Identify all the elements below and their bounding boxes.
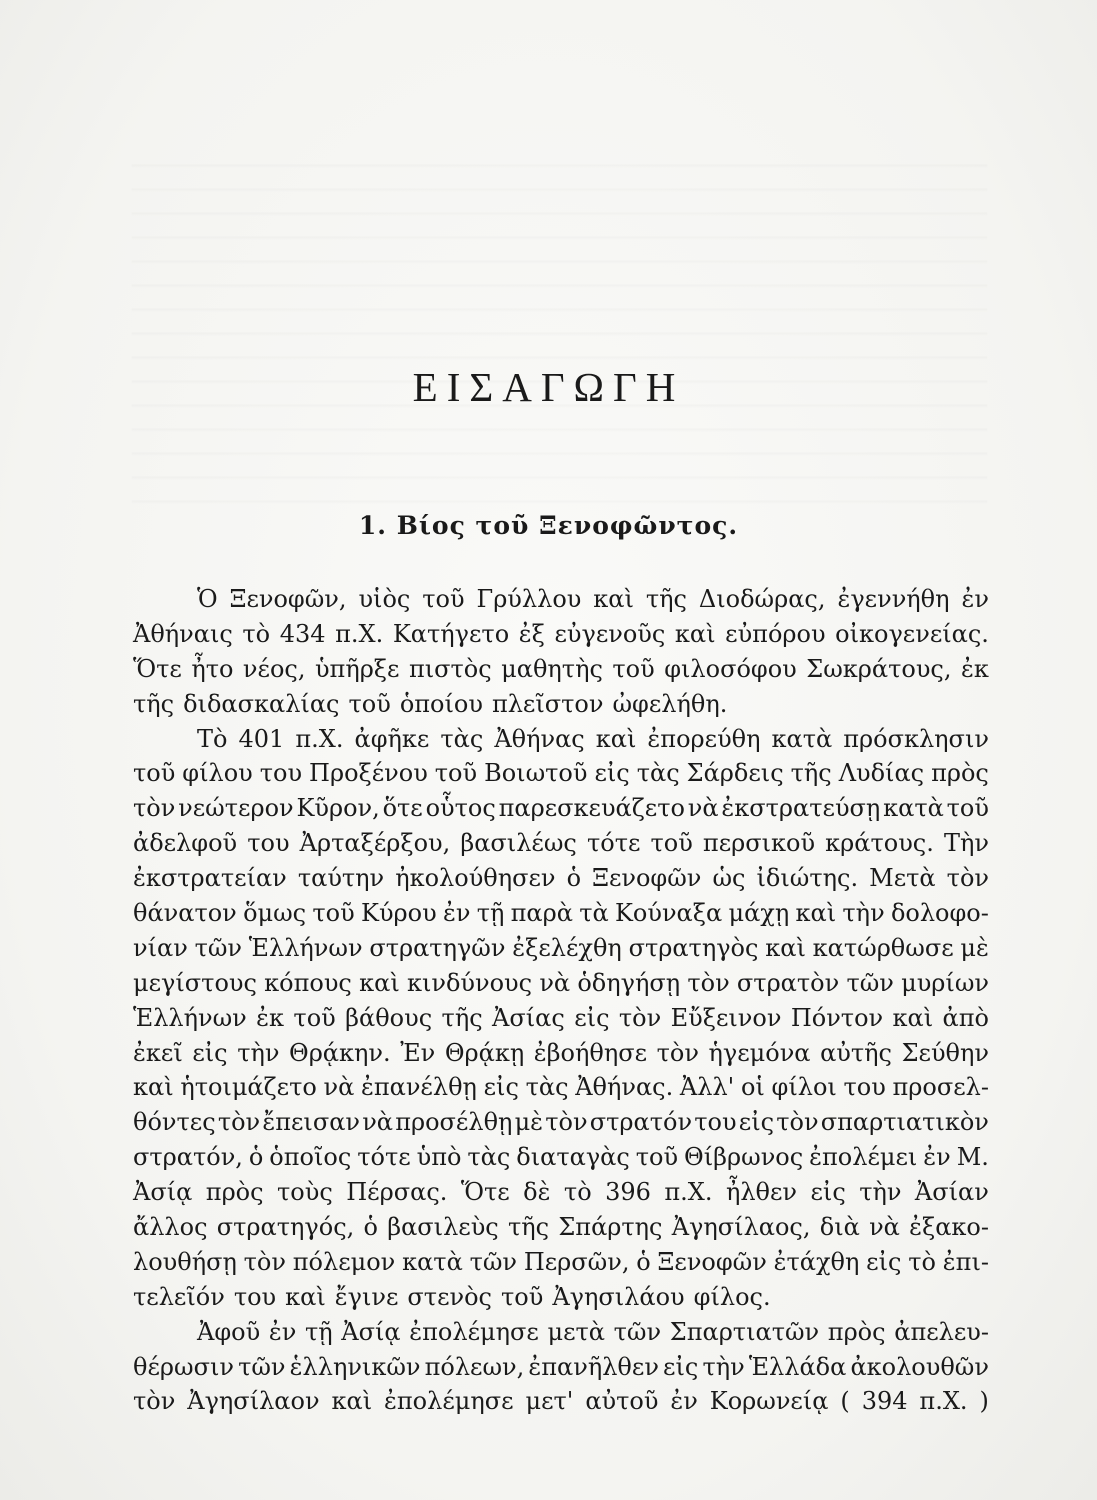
word: τοῦ <box>946 794 989 823</box>
word: στρατηγός, <box>216 1213 355 1242</box>
word: Ὁ <box>197 585 218 613</box>
word: ἐξ <box>518 619 545 648</box>
word: τοὺς <box>277 1178 333 1207</box>
word: ἐν <box>923 1143 951 1172</box>
word: Ἀσίᾳ <box>341 1317 401 1346</box>
word: περσικοῦ <box>702 829 816 858</box>
word: του <box>233 1282 277 1311</box>
word: τῶν <box>846 968 894 997</box>
word: τὸν <box>776 1108 819 1137</box>
word: Ξενοφῶν, <box>229 585 347 613</box>
word: πόλεμον <box>292 1247 396 1276</box>
word: Σεύθην <box>901 1038 989 1067</box>
word: Κούναξα <box>615 899 723 928</box>
word: Ἀγησιλάου <box>552 1282 685 1311</box>
word: εὐγενοῦς <box>554 619 666 648</box>
word: ὁ <box>636 1247 651 1276</box>
word: Περσῶν, <box>523 1247 630 1276</box>
word: τοῦ <box>612 654 655 683</box>
word: ἐν <box>670 1387 698 1416</box>
word: μετ' <box>525 1387 574 1416</box>
word: εἰς <box>663 1352 699 1381</box>
word: π.Χ. <box>664 1178 713 1207</box>
word: εἰς <box>594 759 630 788</box>
word: διὰ <box>819 1213 860 1242</box>
word: Κῦρον, <box>296 794 380 823</box>
word: τὴν <box>842 899 885 928</box>
word: τὰς <box>467 1143 511 1172</box>
word: καὶ <box>359 968 400 997</box>
word: Βοιωτοῦ <box>484 759 588 788</box>
word: τὸν <box>618 1003 662 1032</box>
word: ἐξακο- <box>909 1213 989 1242</box>
word: νὰ <box>539 968 571 997</box>
word: τοῦ <box>650 829 693 858</box>
word: Ἀσίᾳ <box>133 1178 193 1207</box>
word: πρὸς <box>931 759 989 788</box>
word: εἰς <box>483 1073 519 1102</box>
word: ἐτάχθη <box>773 1247 860 1276</box>
word: π.Χ. <box>295 724 344 753</box>
word: τοῦ <box>312 899 355 928</box>
word: ἦτο <box>191 654 234 683</box>
word: Σπαρτιατῶν <box>669 1317 820 1346</box>
word: Ἀφοῦ <box>197 1317 261 1346</box>
word: του <box>259 759 303 788</box>
word: θάνατον <box>133 899 237 928</box>
word: Ἀθήνας. <box>575 1073 674 1102</box>
word: μυρίων <box>901 968 989 997</box>
word: νὰ <box>362 1108 394 1137</box>
word: Σωκράτους, <box>806 654 952 683</box>
word: νὰ <box>323 1073 355 1102</box>
word: αὐτοῦ <box>585 1387 659 1416</box>
word: τὴν <box>237 1038 280 1067</box>
word: στενὸς <box>407 1282 492 1311</box>
text-line <box>133 1070 989 1105</box>
word: Προξένου <box>309 759 428 788</box>
word: τὸν <box>133 794 176 823</box>
word: τελεῖόν <box>133 1282 225 1311</box>
word: καὶ <box>593 585 634 613</box>
word: τότε <box>586 829 641 858</box>
text-line <box>133 1384 989 1419</box>
word: στρατὸν <box>736 968 840 997</box>
word: υἱὸς <box>358 585 411 613</box>
word: τῶν <box>194 933 243 962</box>
word: ἡγεμόνα <box>708 1038 811 1067</box>
word: οὗτος <box>425 794 496 823</box>
word: τῇ <box>304 1317 333 1346</box>
word: κατὰ <box>771 724 833 753</box>
word: ἐκ <box>960 654 989 683</box>
word: διδασκαλίας <box>183 689 340 718</box>
word: ἀπελευ- <box>894 1317 989 1346</box>
text-line <box>133 826 989 861</box>
word: ἐν <box>442 899 471 928</box>
word: ὁποῖος <box>269 1143 352 1172</box>
word: τῶν <box>238 1352 286 1381</box>
word: ὁ <box>363 1213 378 1242</box>
word: παρὰ <box>510 899 573 928</box>
word: ἐπορεύθη <box>647 724 761 753</box>
word: πρὸς <box>205 1178 264 1207</box>
word: στρατόν, <box>133 1143 243 1172</box>
word: Κατήγετο <box>392 619 510 648</box>
page-title: ΕΙΣΑΓΩΓΗ <box>412 364 685 411</box>
word: του <box>247 829 290 858</box>
word: Ὅτε <box>133 654 182 683</box>
word: ἐπανῆλθεν <box>528 1352 659 1381</box>
word: π.Χ. <box>335 619 384 648</box>
word: τῇ <box>476 899 505 928</box>
word: τὸν <box>545 1108 588 1137</box>
word: πρόσκλησιν <box>843 724 989 753</box>
word: ἐν <box>268 1317 297 1346</box>
word: ἐπολέμησε <box>384 1387 514 1416</box>
word: τὸ <box>563 1178 592 1207</box>
word: προσέλθῃ <box>395 1108 513 1137</box>
text-line <box>133 1210 989 1245</box>
word: Κύρου <box>361 899 437 928</box>
word: νεώτερον <box>178 794 294 823</box>
word: Θίβρωνος <box>684 1143 804 1172</box>
word: φιλοσόφου <box>664 654 797 683</box>
word: τοῦ <box>434 759 478 788</box>
word: ἐκστρατεύσῃ <box>721 794 881 823</box>
word: βασιλέως <box>460 829 577 858</box>
word: Σάρδεις <box>686 759 784 788</box>
word: ἐβοήθησε <box>533 1038 648 1067</box>
word: ἐπολέμει <box>809 1143 918 1172</box>
word: ἐξελέχθη <box>512 933 622 962</box>
word: τὰς <box>525 1073 569 1102</box>
word: τὸν <box>687 968 730 997</box>
word: ἠκολούθησεν <box>395 864 556 893</box>
text-line <box>133 1140 989 1175</box>
word: Ἀρταξέρξου, <box>299 829 451 858</box>
word: τῶν <box>613 1317 662 1346</box>
word: Πέρσας. <box>346 1178 448 1207</box>
word: ὅτε <box>382 794 423 823</box>
word: θέρωσιν <box>133 1352 234 1381</box>
word: τὸν <box>133 1387 176 1416</box>
word: τῆς <box>441 1003 483 1032</box>
word: τὸν <box>217 1108 261 1137</box>
word: οἰκογενείας. <box>835 619 989 648</box>
word: θόντες <box>133 1108 216 1137</box>
text-line <box>133 861 989 896</box>
word: μαθητὴς <box>501 654 603 683</box>
word: ἀφῆκε <box>354 724 430 753</box>
word: τὸ <box>242 619 271 648</box>
text-line <box>133 1036 989 1071</box>
word: ( <box>840 1387 850 1416</box>
word: τὴν <box>859 1178 902 1207</box>
word: Θρᾴκῃ <box>444 1038 525 1067</box>
word: εἰς <box>738 1108 775 1137</box>
word: τοῦ <box>348 689 391 718</box>
word: ἔπεισαν <box>262 1108 361 1137</box>
word: στρατηγῶν <box>369 933 506 962</box>
word: προσελ- <box>892 1073 989 1102</box>
word: ταύτην <box>297 864 385 893</box>
word: κράτους. <box>825 829 934 858</box>
word: ὁ <box>566 864 582 893</box>
word: καὶ <box>595 724 637 753</box>
word: καὶ <box>892 1003 934 1032</box>
text-line <box>133 1175 989 1210</box>
word: τὸ <box>908 1247 936 1276</box>
word: μάχῃ <box>728 899 790 928</box>
word: νὰ <box>687 794 719 823</box>
word: Ἀσίαν <box>914 1178 989 1207</box>
word: εἰς <box>866 1247 902 1276</box>
word: καὶ <box>331 1387 373 1416</box>
word: 396 <box>605 1178 651 1207</box>
text-line <box>133 1105 989 1140</box>
word: ) <box>979 1387 989 1416</box>
word: Μετὰ <box>869 864 936 893</box>
word: ἐκ <box>256 1003 285 1032</box>
text-line <box>133 652 989 687</box>
word: φίλος. <box>693 1282 771 1311</box>
word: πιστὸς <box>408 654 492 683</box>
word: Ἀθήνας <box>494 724 585 753</box>
word: τὸν <box>656 1038 699 1067</box>
word: ἐπανέλθῃ <box>360 1073 477 1102</box>
word: κατὰ <box>883 794 944 823</box>
word: φίλου <box>182 759 253 788</box>
word: τῆς <box>645 585 687 613</box>
word: λουθήσῃ <box>133 1247 237 1276</box>
text-line <box>133 896 989 931</box>
word: ἀκολουθῶν <box>850 1352 989 1381</box>
word: νίαν <box>133 933 188 962</box>
word: Θρᾴκην. <box>289 1038 391 1067</box>
word: Ξενοφῶν <box>592 864 702 893</box>
word: καὶ <box>674 619 716 648</box>
word: ἀπὸ <box>942 1003 989 1032</box>
word: Πόντον <box>790 1003 884 1032</box>
text-line <box>133 1245 989 1280</box>
word: στρατηγὸς <box>628 933 759 962</box>
word: καὶ <box>765 933 806 962</box>
word: ἐπι- <box>942 1247 989 1276</box>
word: τὴν <box>702 1352 745 1381</box>
word: ὑπῆρξε <box>314 654 400 683</box>
word: Ξενοφῶν <box>657 1247 767 1276</box>
word: του <box>694 1108 737 1137</box>
word: 401 <box>238 724 285 753</box>
word: καὶ <box>133 1073 174 1102</box>
word: νὰ <box>869 1213 900 1242</box>
text-line <box>133 617 989 652</box>
word: φίλοι <box>771 1073 837 1102</box>
word: πλεῖστον <box>491 689 604 718</box>
word: ἐγεννήθη <box>837 585 950 613</box>
word: εἰς <box>192 1038 228 1067</box>
text-line <box>133 1350 989 1385</box>
word: Ἀγησίλαον <box>187 1387 320 1416</box>
word: τῆς <box>790 759 832 788</box>
text-line <box>133 1315 989 1350</box>
word: Ὅτε <box>460 1178 510 1207</box>
word: σπαρτιατικὸν <box>820 1108 989 1137</box>
word: Ἑλλήνων <box>248 933 363 962</box>
word: Διοδώρας, <box>698 585 826 613</box>
word: καὶ <box>285 1282 326 1311</box>
text-line <box>133 722 989 757</box>
word: τοῦ <box>133 759 176 788</box>
text-line <box>133 756 989 791</box>
word: ἰδιώτης. <box>756 864 859 893</box>
word: μὲ <box>514 1108 544 1137</box>
word: Ἐν <box>400 1038 436 1067</box>
word: ἄλλος <box>133 1213 208 1242</box>
word: π.Χ. <box>919 1387 968 1416</box>
word: Γρύλλου <box>476 585 582 613</box>
word: Ἀγησίλαος, <box>671 1213 811 1242</box>
word: Ἑλλάδα <box>748 1352 847 1381</box>
word: Ἑλλήνων <box>133 1003 247 1032</box>
word: δολοφο- <box>890 899 989 928</box>
word: του <box>843 1073 886 1102</box>
word: 434 <box>279 619 326 648</box>
word: ἐκστρατείαν <box>133 864 287 893</box>
word: καὶ <box>795 899 837 928</box>
word: εἰς <box>574 1003 610 1032</box>
word: Κορωνείᾳ <box>709 1387 829 1416</box>
word: κόπους <box>264 968 352 997</box>
word: αὐτῆς <box>820 1038 892 1067</box>
word: ἐκεῖ <box>133 1038 183 1067</box>
word: Ἀθήναις <box>133 619 233 648</box>
word: ὁ <box>248 1143 264 1172</box>
word: ἔγινε <box>334 1282 399 1311</box>
word: τὰς <box>636 759 680 788</box>
word: Τὸ <box>197 724 228 753</box>
word: μετὰ <box>547 1317 605 1346</box>
word: ἀδελφοῦ <box>133 829 238 858</box>
word: Λυδίας <box>838 759 925 788</box>
word: κατώρθωσε <box>812 933 954 962</box>
word: ὁδηγήσῃ <box>577 968 681 997</box>
text-line <box>133 582 989 617</box>
word: τοῦ <box>501 1282 544 1311</box>
text-line <box>133 687 989 722</box>
word: τῆς <box>133 689 175 718</box>
word: τότε <box>357 1143 411 1172</box>
word: νέος, <box>242 654 306 683</box>
word: πόλεων, <box>424 1352 525 1381</box>
word: εἰς <box>810 1178 846 1207</box>
text-line <box>133 966 989 1001</box>
word: ἑλληνικῶν <box>289 1352 421 1381</box>
word: ὑπὸ <box>416 1143 462 1172</box>
word: στρατόν <box>589 1108 693 1137</box>
word: ὠφελήθη. <box>612 689 728 718</box>
text-line <box>133 791 989 826</box>
word: μεγίστους <box>133 968 257 997</box>
word: βάθους <box>345 1003 433 1032</box>
word: τοῦ <box>293 1003 336 1032</box>
word: τῶν <box>469 1247 518 1276</box>
word: ἡτοιμάζετο <box>180 1073 317 1102</box>
word: τὰς <box>440 724 484 753</box>
word: πρὸς <box>827 1317 886 1346</box>
word: Σπάρτης <box>558 1213 663 1242</box>
word: Τὴν <box>943 829 989 858</box>
word: Ἀλλ' <box>679 1073 735 1102</box>
word: οἱ <box>740 1073 765 1102</box>
word: παρεσκευάζετο <box>498 794 685 823</box>
word: τῆς <box>507 1213 550 1242</box>
word: 394 <box>861 1387 908 1416</box>
word: ἐν <box>961 585 989 613</box>
word: κατὰ <box>402 1247 463 1276</box>
word: τὰ <box>579 899 609 928</box>
text-line <box>133 1280 989 1315</box>
word: ὅμως <box>243 899 307 928</box>
word: μὲ <box>960 933 989 962</box>
word: ἐπολέμησε <box>409 1317 539 1346</box>
text-line <box>133 931 989 966</box>
word: διαταγὰς <box>516 1143 630 1172</box>
word: τοῦ <box>635 1143 679 1172</box>
word: Μ. <box>956 1143 989 1172</box>
body-text <box>133 582 989 1419</box>
word: τὸν <box>243 1247 286 1276</box>
word: τοῦ <box>422 585 465 613</box>
section-heading: 1. Βίος τοῦ Ξενοφῶντος. <box>358 510 739 540</box>
word: Ἀσίας <box>492 1003 565 1032</box>
word: βασιλεὺς <box>387 1213 499 1242</box>
word: εὐπόρου <box>725 619 826 648</box>
word: ὁποίου <box>399 689 483 718</box>
word: Εὔξεινον <box>670 1003 782 1032</box>
text-line <box>133 1001 989 1036</box>
word: κινδύνους <box>406 968 533 997</box>
word: ὡς <box>712 864 746 893</box>
word: ἦλθεν <box>725 1178 798 1207</box>
word: δὲ <box>523 1178 551 1207</box>
word: τὸν <box>946 864 989 893</box>
